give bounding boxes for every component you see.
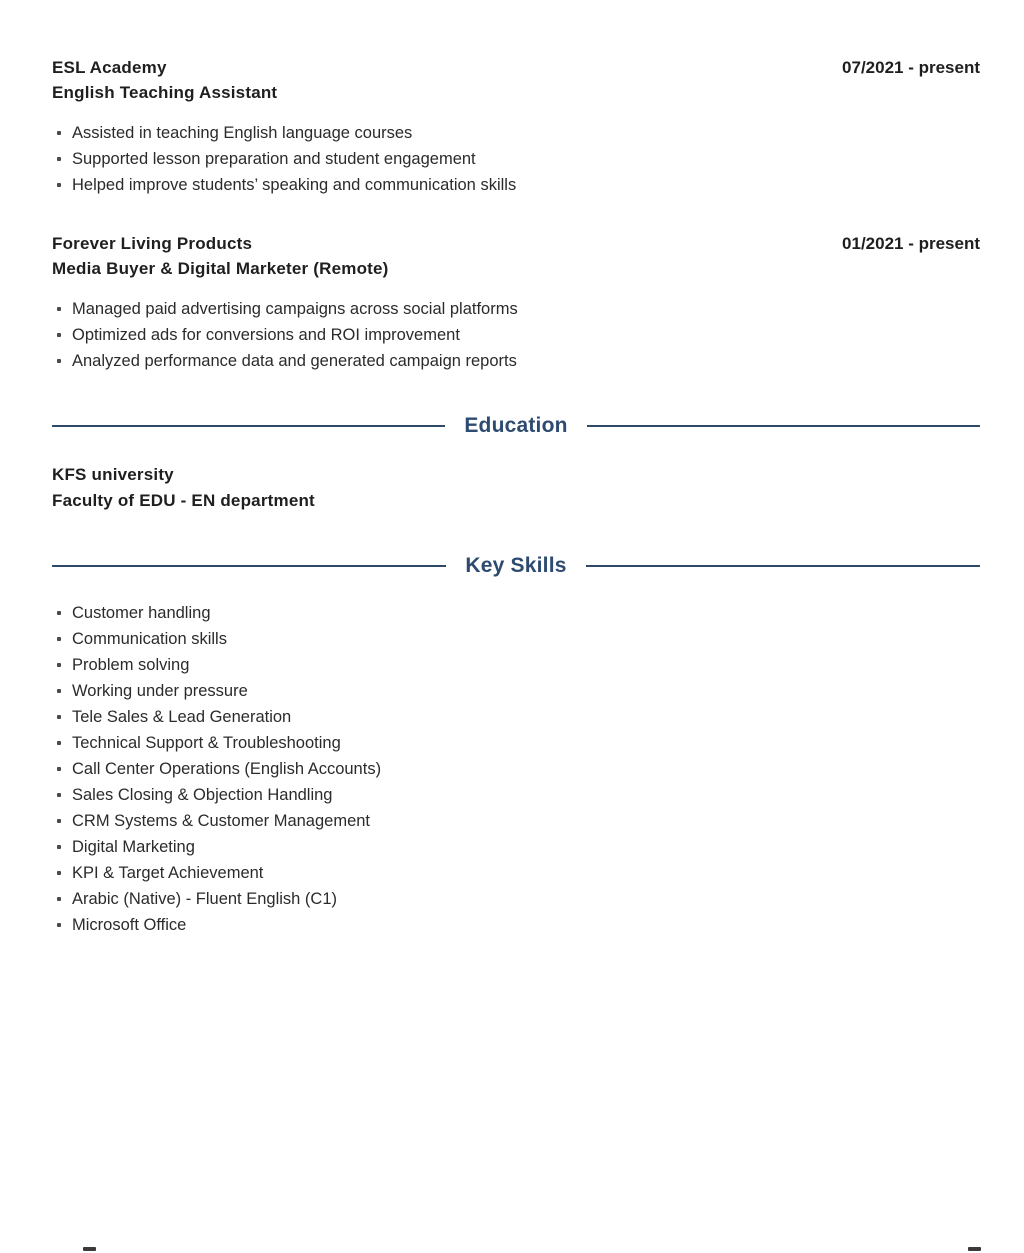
- skill-item: Communication skills: [55, 626, 980, 652]
- education-institution: KFS university: [52, 465, 174, 484]
- skills-block: [52, 600, 980, 938]
- job-bullet: Assisted in teaching English language courses: [55, 120, 980, 146]
- job-bullet-list: [55, 296, 980, 374]
- divider-line-right: [587, 425, 980, 427]
- divider-line-left: [52, 565, 446, 567]
- job-bullet: Helped improve students’ speaking and communication skills: [55, 172, 980, 198]
- job-bullet: Analyzed performance data and generated campaign reports: [55, 348, 980, 374]
- job-date-range: 01/2021 - present: [842, 234, 980, 253]
- page-edge-artifact-left: [83, 1247, 96, 1251]
- education-faculty: Faculty of EDU - EN department: [52, 491, 315, 510]
- job-entry-esl-academy: [52, 58, 980, 198]
- skill-item: Microsoft Office: [55, 912, 980, 938]
- skill-item: Sales Closing & Objection Handling: [55, 782, 980, 808]
- job-date-range: 07/2021 - present: [842, 58, 980, 77]
- company-name: ESL Academy: [52, 58, 167, 77]
- job-bullet-list: [55, 120, 980, 198]
- job-bullet: Optimized ads for conversions and ROI improvement: [55, 322, 980, 348]
- job-bullet: Managed paid advertising campaigns across social platforms: [55, 296, 980, 322]
- section-heading-education: Education: [464, 414, 568, 437]
- skill-item: Problem solving: [55, 652, 980, 678]
- job-header: [52, 234, 980, 254]
- divider-line-left: [52, 425, 445, 427]
- skill-item: Technical Support & Troubleshooting: [55, 730, 980, 756]
- section-divider-key-skills: [52, 554, 980, 578]
- skill-item: Arabic (Native) - Fluent English (C1): [55, 886, 980, 912]
- divider-line-right: [586, 565, 980, 567]
- skill-item: Customer handling: [55, 600, 980, 626]
- skill-item: Tele Sales & Lead Generation: [55, 704, 980, 730]
- skill-item: Digital Marketing: [55, 834, 980, 860]
- section-divider-education: [52, 414, 980, 438]
- page-edge-artifact-right: [968, 1247, 981, 1251]
- skill-item: Call Center Operations (English Accounts): [55, 756, 980, 782]
- skill-item: CRM Systems & Customer Management: [55, 808, 980, 834]
- job-entry-forever-living: [52, 234, 980, 374]
- job-title: English Teaching Assistant: [52, 83, 278, 102]
- job-title: Media Buyer & Digital Marketer (Remote): [52, 259, 389, 278]
- section-heading-key-skills: Key Skills: [465, 554, 567, 577]
- skill-item: KPI & Target Achievement: [55, 860, 980, 886]
- education-block: [52, 462, 980, 514]
- job-bullet: Supported lesson preparation and student engagement: [55, 146, 980, 172]
- skill-item: Working under pressure: [55, 678, 980, 704]
- company-name: Forever Living Products: [52, 234, 253, 253]
- skills-list: [55, 600, 980, 938]
- job-header: [52, 58, 980, 78]
